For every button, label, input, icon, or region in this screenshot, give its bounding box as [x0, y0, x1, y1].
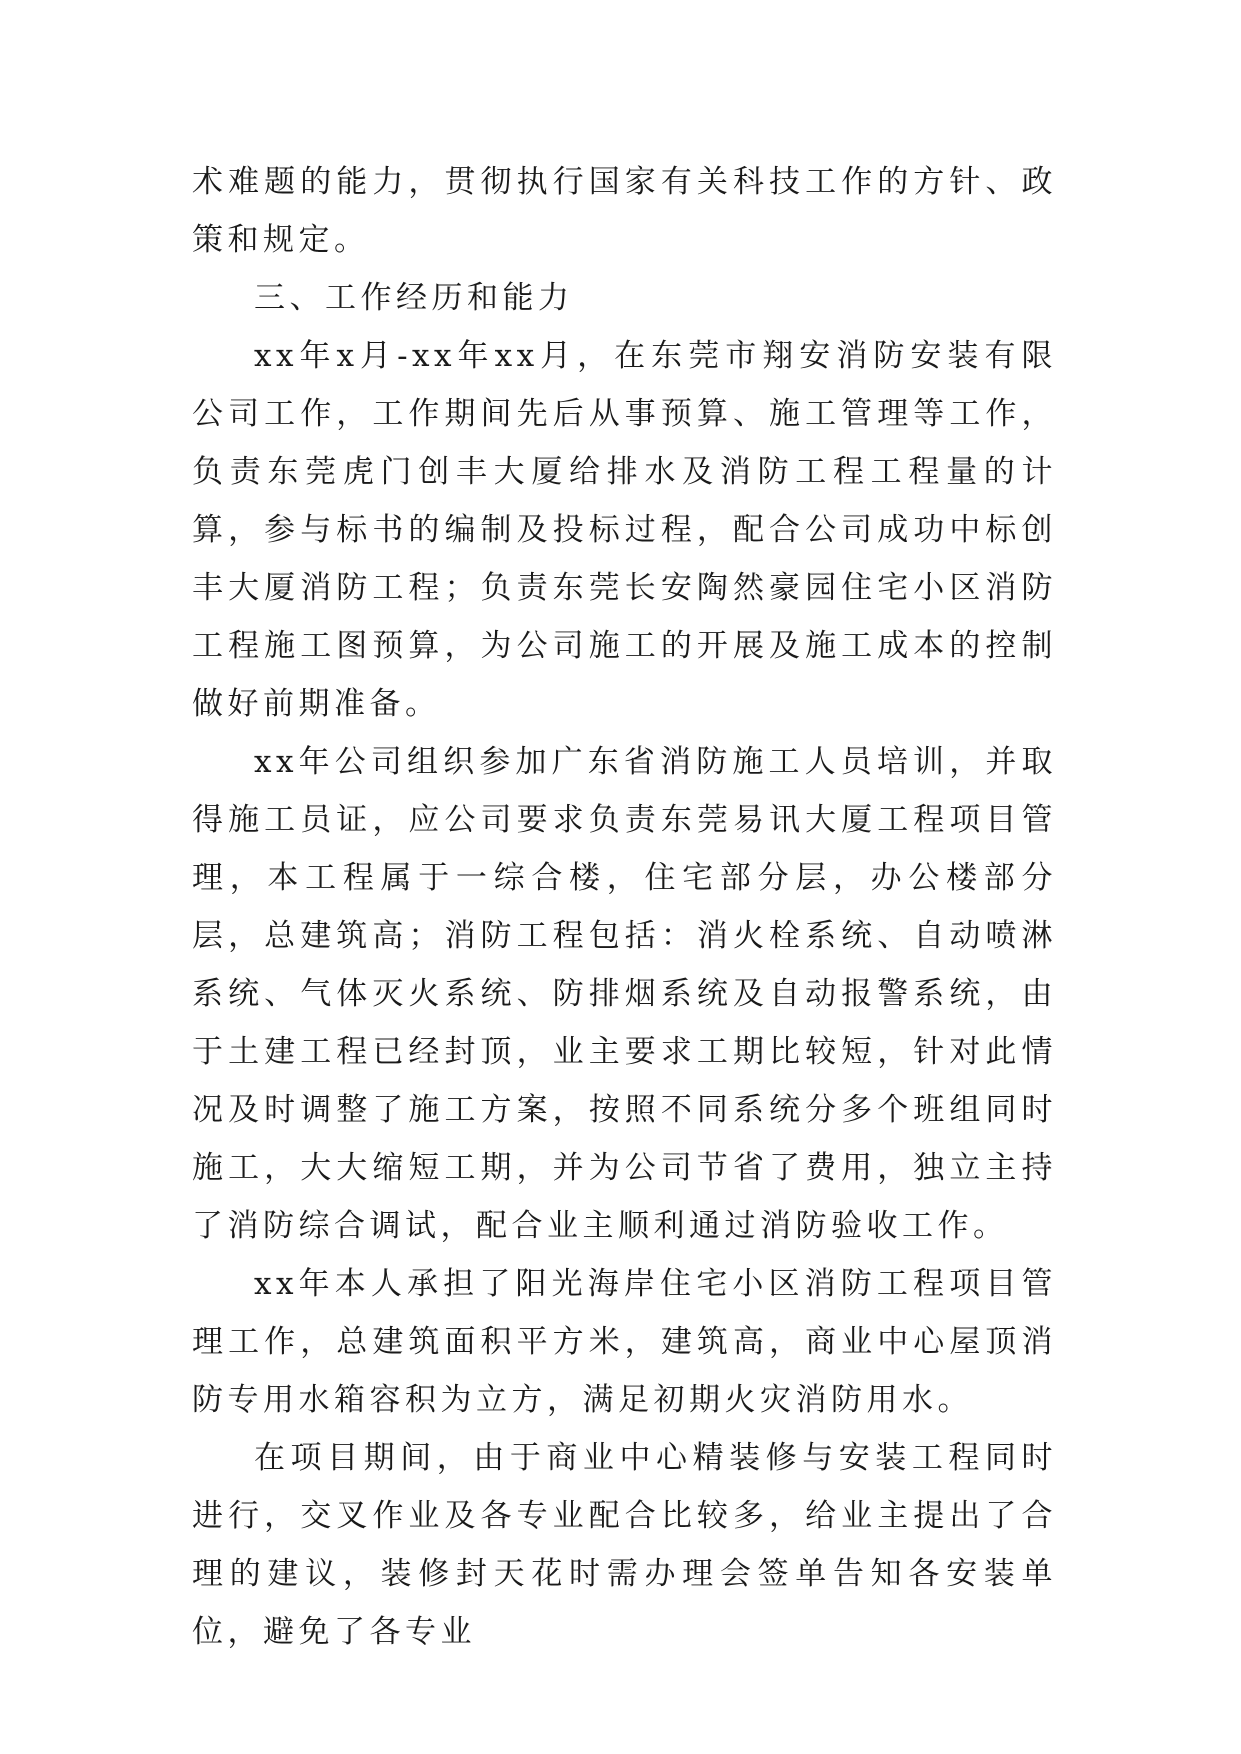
paragraph-work-history-1: xx年x月-xx年xx月，在东莞市翔安消防安装有限公司工作，工作期间先后从事预算、施工管理等工作，负责东莞虎门创丰大厦给排水及消防工程工程量的计算，参与标书的编制及投标过程，配合公司成功中标创丰大厦消防工程；负责东莞长安陶然豪园住宅小区消防工程施工图预算，为公司施工的开展及施工成本的控制做好前期准备。 [192, 338, 1057, 722]
paragraph-work-history-4: 在项目期间，由于商业中心精装修与安装工程同时进行，交叉作业及各专业配合比较多，给业主提出了合理的建议，装修封天花时需办理会签单告知各安装单位，避免了各专业 [192, 1440, 1057, 1650]
section-heading: 三、工作经历和能力 [254, 280, 574, 316]
document-body [192, 153, 1057, 1661]
paragraph-work-history-3: xx年本人承担了阳光海岸住宅小区消防工程项目管理工作，总建筑面积平方米，建筑高，商业中心屋顶消防专用水箱容积为立方，满足初期火灾消防用水。 [192, 1266, 1057, 1418]
paragraph-work-history-2: xx年公司组织参加广东省消防施工人员培训，并取得施工员证，应公司要求负责东莞易讯大厦工程项目管理，本工程属于一综合楼，住宅部分层，办公楼部分层，总建筑高；消防工程包括：消火栓系统、自动喷淋系统、气体灭火系统、防排烟系统及自动报警系统，由于土建工程已经封顶，业主要求工期比较短，针对此情况及时调整了施工方案，按照不同系统分多个班组同时施工，大大缩短工期，并为公司节省了费用，独立主持了消防综合调试，配合业主顺利通过消防验收工作。 [192, 744, 1057, 1244]
paragraph-continued: 术难题的能力，贯彻执行国家有关科技工作的方针、政策和规定。 [192, 164, 1057, 258]
